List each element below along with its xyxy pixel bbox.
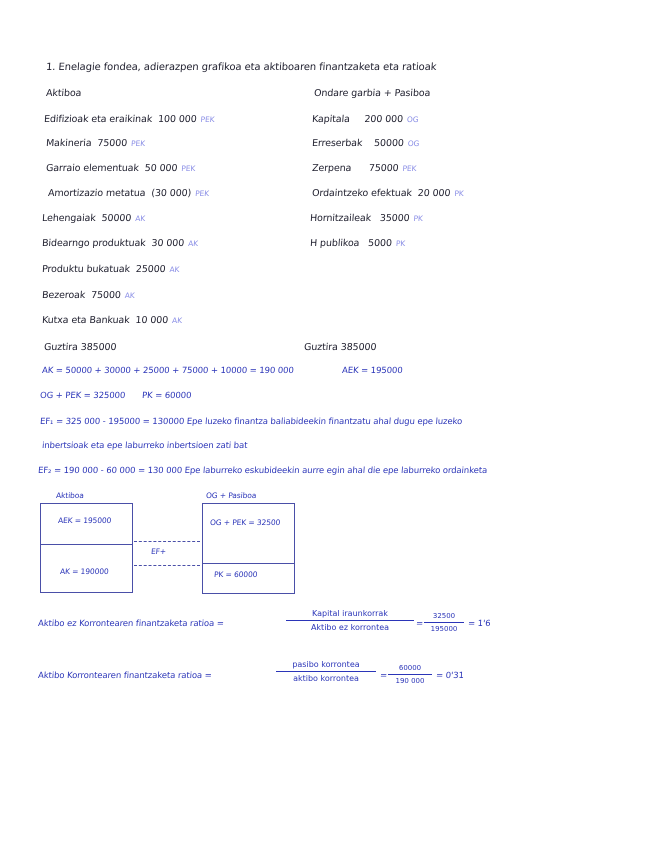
non-current-ratio-values: 32500 195000: [424, 612, 464, 633]
asset-row: Produktu bukatuak 25000 AK: [41, 264, 180, 275]
current-ratio-label: Aktibo Korrontearen finantzaketa ratioa =: [37, 671, 213, 681]
assets-total: Guztira 385000: [43, 342, 117, 353]
diagram-assets-label: Aktiboa: [55, 491, 85, 500]
assets-title: Aktiboa: [45, 88, 82, 99]
ak-cell: AK = 190000: [59, 567, 109, 576]
asset-row: Makineria 75000 PEK: [45, 138, 146, 149]
liability-row: Zerpena 75000 PEK: [311, 163, 417, 174]
liabilities-total: Guztira 385000: [303, 342, 377, 353]
ef1-line-continued: inbertsioak eta epe laburreko inbertsioen zati bat: [41, 441, 248, 451]
liability-row: Kapitala 200 000 OG: [311, 114, 419, 125]
current-ratio-fraction: pasibo korrontea aktibo korrontea: [276, 660, 376, 683]
ef-dashed-bottom: [134, 565, 200, 566]
current-ratio-values: 60000 190 000: [388, 664, 432, 685]
ef-dashed-top: [134, 541, 200, 542]
ef1-line: EF₁ = 325 000 - 195000 = 130000 Epe luzeko finantza baliabideekin finantzatu ahal dugu epe luzeko: [39, 417, 463, 427]
ak-calculation: AK = 50000 + 30000 + 25000 + 75000 + 10000 = 190 000: [41, 366, 295, 376]
og-pek-calculation: OG + PEK = 325000: [39, 391, 126, 401]
equity-box: [202, 503, 295, 594]
asset-row: Lehengaiak 50000 AK: [41, 213, 146, 224]
page-heading: 1. Enelagie fondea, adierazpen grafikoa eta aktiboaren finantzaketa eta ratioak: [45, 62, 437, 73]
equity-box-divider: [202, 563, 294, 564]
asset-row: Amortizazio metatua (30 000) PEK: [47, 188, 210, 199]
asset-row: Kutxa eta Bankuak 10 000 AK: [41, 315, 183, 326]
ef-label: EF+: [150, 547, 167, 556]
diagram-equity-label: OG + Pasiboa: [205, 491, 257, 500]
pk-cell: PK = 60000: [213, 570, 258, 579]
equity-liabilities-title: Ondare garbia + Pasiboa: [313, 88, 431, 99]
asset-row: Edifizioak eta eraikinak 100 000 PEK: [43, 114, 215, 125]
ratio-equals: =: [379, 671, 388, 681]
liability-row: Erreserbak 50000 OG: [311, 138, 420, 149]
asset-row: Bezeroak 75000 AK: [41, 290, 135, 301]
pk-calculation: PK = 60000: [141, 391, 192, 401]
ratio-equals: =: [415, 619, 424, 629]
aek-cell: AEK = 195000: [57, 516, 112, 525]
ef2-line: EF₂ = 190 000 - 60 000 = 130 000 Epe laburreko eskubideekin aurre egin ahal die epe laburreko ordainketa: [37, 466, 488, 476]
asset-row: Garraio elementuak 50 000 PEK: [45, 163, 196, 174]
liability-row: H publikoa 5000 PK: [309, 238, 406, 249]
assets-box-divider: [40, 544, 132, 545]
liability-row: Hornitzaileak 35000 PK: [309, 213, 424, 224]
og-pek-cell: OG + PEK = 32500: [209, 518, 281, 527]
asset-row: Bidearngo produktuak 30 000 AK: [41, 238, 199, 249]
aek-calculation: AEK = 195000: [341, 366, 403, 376]
non-current-ratio-fraction: Kapital iraunkorrak Aktibo ez korrontea: [286, 609, 414, 632]
non-current-ratio-label: Aktibo ez Korrontearen finantzaketa ratioa =: [37, 619, 225, 629]
liability-row: Ordaintzeko efektuak 20 000 PK: [311, 188, 464, 199]
current-ratio-result: = 0'31: [435, 671, 465, 681]
non-current-ratio-result: = 1'6: [467, 619, 491, 629]
